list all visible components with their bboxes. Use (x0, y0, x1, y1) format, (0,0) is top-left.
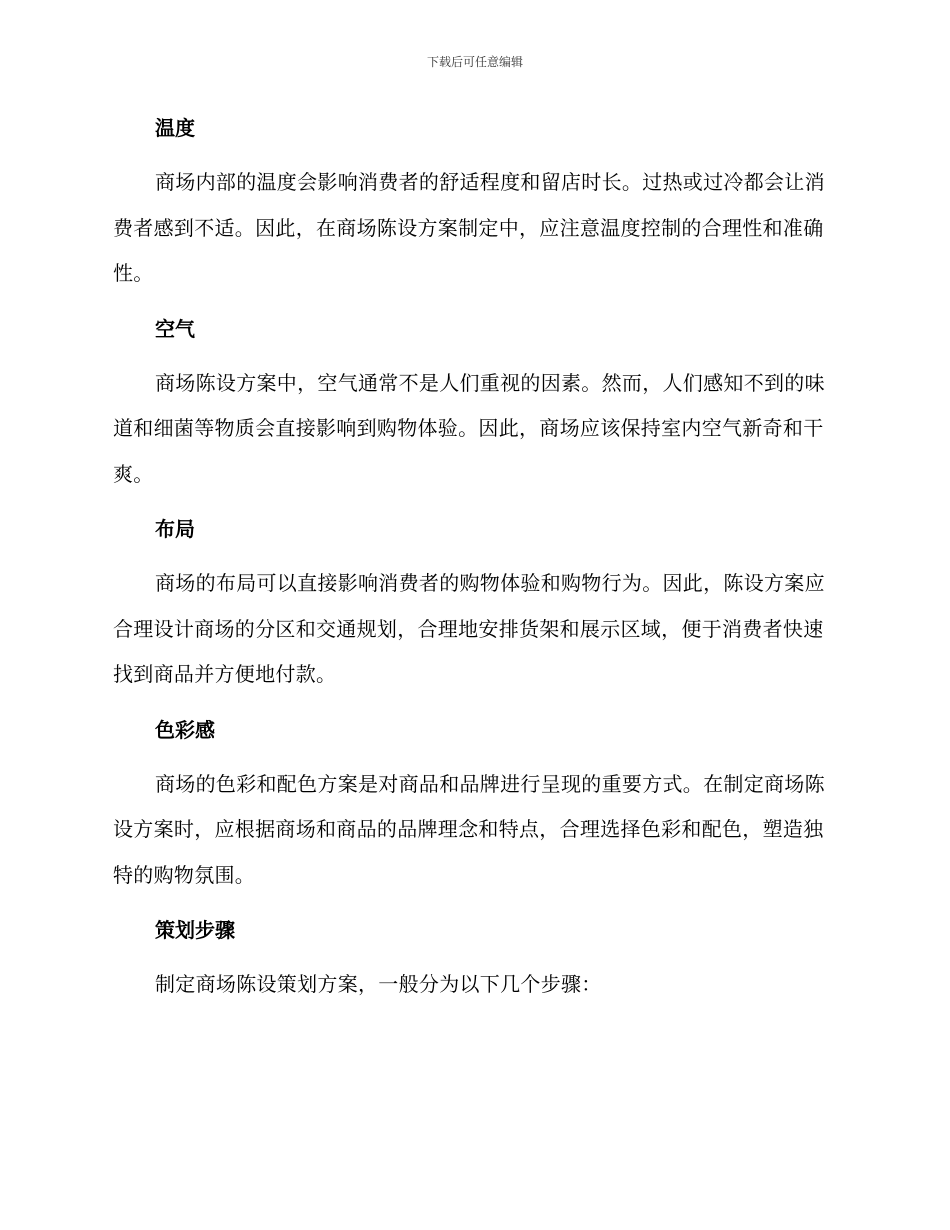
section-paragraph: 商场的布局可以直接影响消费者的购物体验和购物行为。因此，陈设方案应合理设计商场的分区和交通规划，合理地安排货架和展示区域，便于消费者快速找到商品并方便地付款。 (113, 571, 825, 686)
section-air (113, 314, 833, 498)
section-heading: 空气 (155, 316, 195, 341)
section-paragraph: 商场内部的温度会影响消费者的舒适程度和留店时长。过热或过冷都会让消费者感到不适。因此，在商场陈设方案制定中，应注意温度控制的合理性和准确性。 (113, 170, 825, 285)
section-paragraph: 商场的色彩和配色方案是对商品和品牌进行呈现的重要方式。在制定商场陈设方案时，应根据商场和商品的品牌理念和特点，合理选择色彩和配色，塑造独特的购物氛围。 (113, 771, 825, 887)
page-header-note: 下载后可任意编辑 (426, 55, 523, 69)
document-content (113, 113, 833, 1025)
section-heading: 布局 (155, 517, 195, 541)
section-paragraph: 商场陈设方案中，空气通常不是人们重视的因素。然而，人们感知不到的味道和细菌等物质会直接影响到购物体验。因此，商场应该保持室内空气新奇和干爽。 (113, 370, 825, 486)
section-temperature (113, 113, 833, 297)
section-color (113, 715, 833, 899)
section-paragraph: 制定商场陈设策划方案，一般分为以下几个步骤： (155, 972, 602, 996)
section-heading: 策划步骤 (155, 918, 235, 942)
section-heading: 色彩感 (155, 717, 215, 742)
section-planning-steps (113, 915, 833, 1008)
section-layout (113, 514, 833, 698)
section-heading: 温度 (155, 116, 195, 140)
